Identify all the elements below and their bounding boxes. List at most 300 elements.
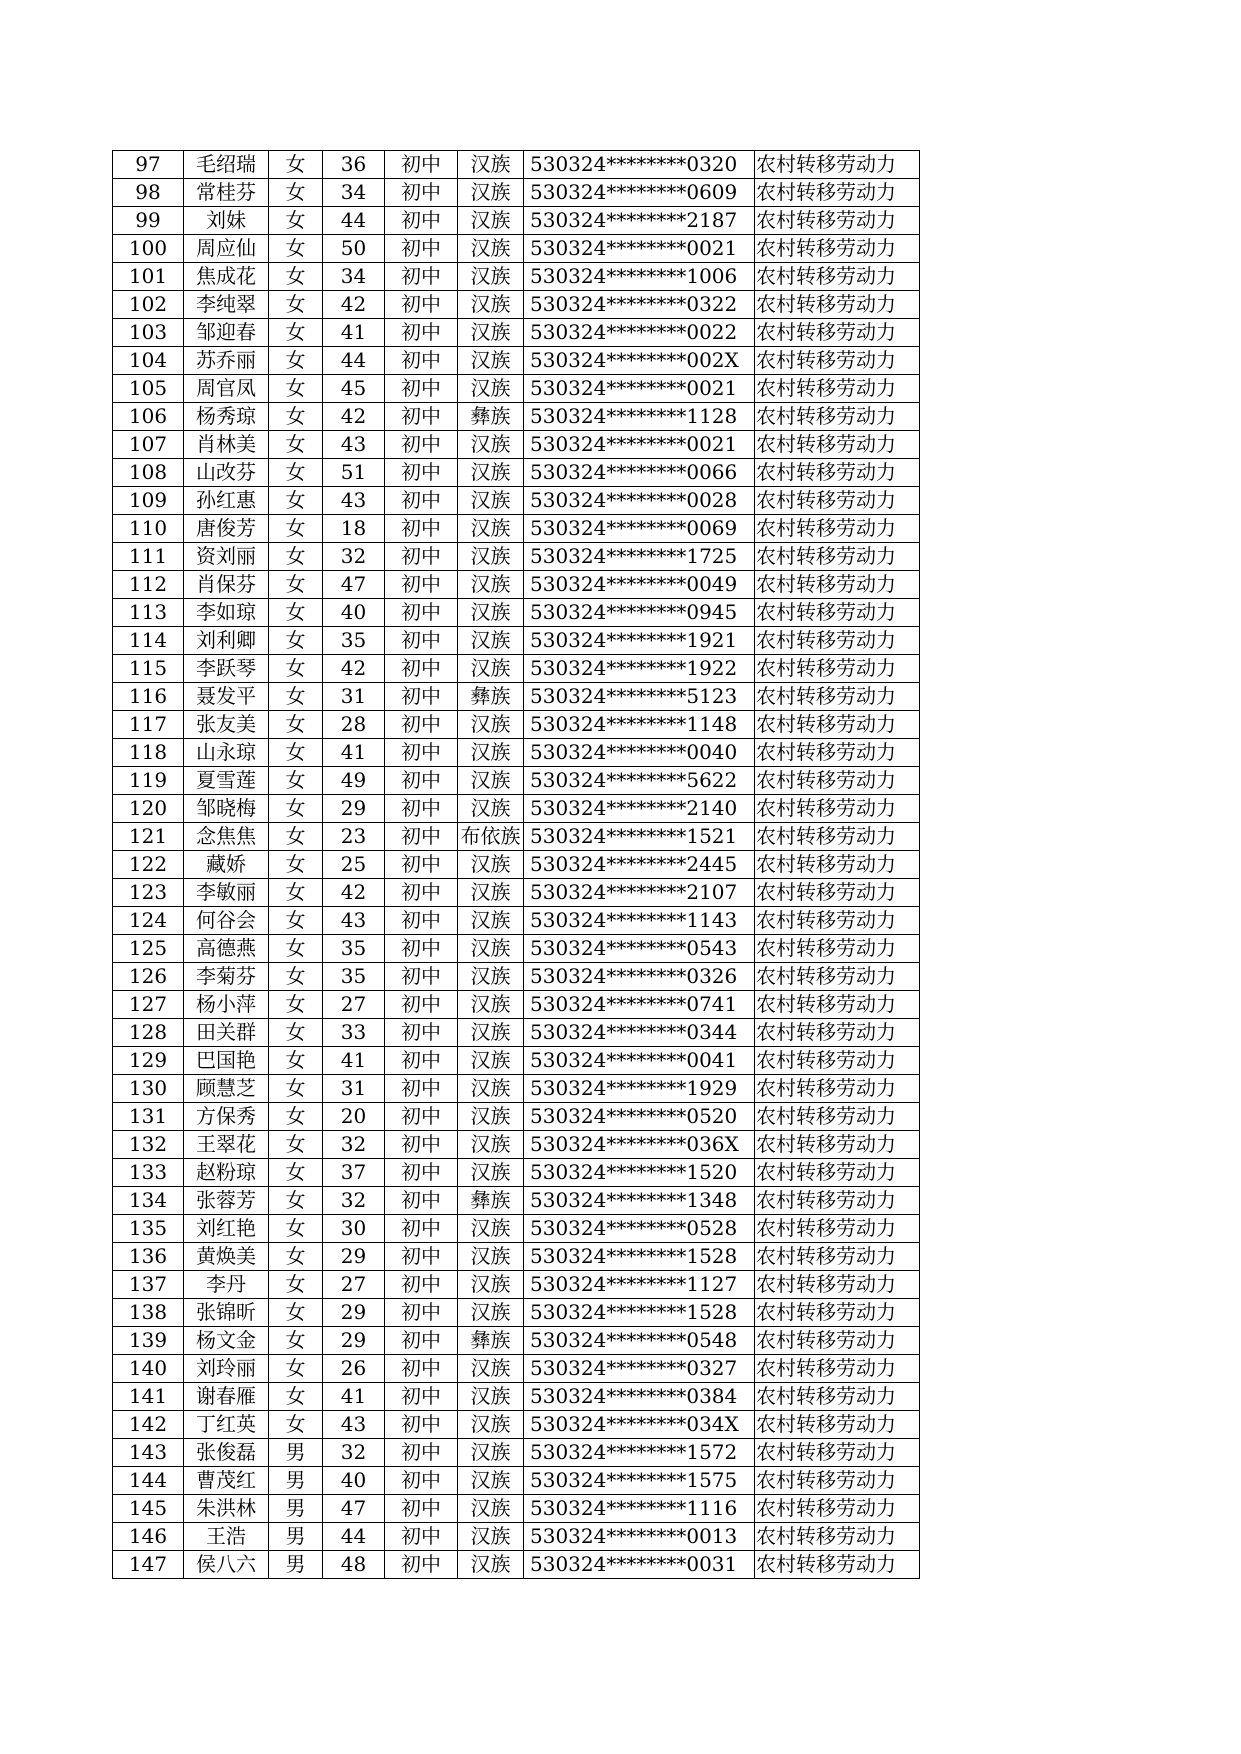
serial-number-cell: 130 [113, 1075, 184, 1103]
ethnicity-cell: 汉族 [458, 963, 524, 991]
age-cell: 34 [323, 263, 385, 291]
gender-cell: 女 [269, 935, 323, 963]
gender-cell: 女 [269, 151, 323, 179]
id-number-cell: 530324********0326 [524, 963, 755, 991]
name-cell: 周应仙 [184, 235, 269, 263]
table-row [113, 1439, 920, 1467]
name-cell: 邹迎春 [184, 319, 269, 347]
gender-cell: 女 [269, 1355, 323, 1383]
id-number-cell: 530324********034X [524, 1411, 755, 1439]
name-cell: 王翠花 [184, 1131, 269, 1159]
age-cell: 44 [323, 207, 385, 235]
gender-cell: 男 [269, 1467, 323, 1495]
table-row [113, 795, 920, 823]
serial-number-cell: 146 [113, 1523, 184, 1551]
name-cell: 李菊芬 [184, 963, 269, 991]
ethnicity-cell: 汉族 [458, 543, 524, 571]
education-cell: 初中 [385, 683, 458, 711]
table-row [113, 571, 920, 599]
category-cell: 农村转移劳动力 [755, 907, 920, 935]
age-cell: 35 [323, 935, 385, 963]
id-number-cell: 530324********0028 [524, 487, 755, 515]
ethnicity-cell: 汉族 [458, 1299, 524, 1327]
age-cell: 32 [323, 1131, 385, 1159]
gender-cell: 男 [269, 1495, 323, 1523]
name-cell: 赵粉琼 [184, 1159, 269, 1187]
ethnicity-cell: 汉族 [458, 767, 524, 795]
age-cell: 42 [323, 879, 385, 907]
ethnicity-cell: 汉族 [458, 711, 524, 739]
gender-cell: 女 [269, 319, 323, 347]
table-row [113, 1159, 920, 1187]
id-number-cell: 530324********0520 [524, 1103, 755, 1131]
name-cell: 杨文金 [184, 1327, 269, 1355]
education-cell: 初中 [385, 1327, 458, 1355]
id-number-cell: 530324********0022 [524, 319, 755, 347]
ethnicity-cell: 汉族 [458, 1467, 524, 1495]
ethnicity-cell: 汉族 [458, 1075, 524, 1103]
ethnicity-cell: 汉族 [458, 1411, 524, 1439]
serial-number-cell: 121 [113, 823, 184, 851]
category-cell: 农村转移劳动力 [755, 711, 920, 739]
category-cell: 农村转移劳动力 [755, 179, 920, 207]
id-number-cell: 530324********0741 [524, 991, 755, 1019]
name-cell: 刘利卿 [184, 627, 269, 655]
id-number-cell: 530324********1128 [524, 403, 755, 431]
category-cell: 农村转移劳动力 [755, 1103, 920, 1131]
gender-cell: 女 [269, 515, 323, 543]
category-cell: 农村转移劳动力 [755, 795, 920, 823]
age-cell: 29 [323, 795, 385, 823]
education-cell: 初中 [385, 571, 458, 599]
table-row [113, 403, 920, 431]
id-number-cell: 530324********1116 [524, 1495, 755, 1523]
name-cell: 孙红惠 [184, 487, 269, 515]
ethnicity-cell: 汉族 [458, 739, 524, 767]
age-cell: 32 [323, 1439, 385, 1467]
gender-cell: 女 [269, 767, 323, 795]
ethnicity-cell: 汉族 [458, 1047, 524, 1075]
name-cell: 聂发平 [184, 683, 269, 711]
category-cell: 农村转移劳动力 [755, 1327, 920, 1355]
category-cell: 农村转移劳动力 [755, 291, 920, 319]
table-row [113, 1355, 920, 1383]
table-row [113, 1103, 920, 1131]
serial-number-cell: 102 [113, 291, 184, 319]
gender-cell: 女 [269, 347, 323, 375]
category-cell: 农村转移劳动力 [755, 1131, 920, 1159]
name-cell: 曹茂红 [184, 1467, 269, 1495]
name-cell: 常桂芬 [184, 179, 269, 207]
age-cell: 33 [323, 1019, 385, 1047]
gender-cell: 女 [269, 1187, 323, 1215]
serial-number-cell: 107 [113, 431, 184, 459]
ethnicity-cell: 汉族 [458, 851, 524, 879]
id-number-cell: 530324********5123 [524, 683, 755, 711]
age-cell: 41 [323, 739, 385, 767]
gender-cell: 男 [269, 1551, 323, 1579]
id-number-cell: 530324********0945 [524, 599, 755, 627]
ethnicity-cell: 汉族 [458, 375, 524, 403]
age-cell: 50 [323, 235, 385, 263]
age-cell: 35 [323, 963, 385, 991]
name-cell: 刘妹 [184, 207, 269, 235]
name-cell: 李丹 [184, 1271, 269, 1299]
gender-cell: 女 [269, 1103, 323, 1131]
education-cell: 初中 [385, 1467, 458, 1495]
table-row [113, 1019, 920, 1047]
table-row [113, 347, 920, 375]
name-cell: 念焦焦 [184, 823, 269, 851]
serial-number-cell: 105 [113, 375, 184, 403]
serial-number-cell: 108 [113, 459, 184, 487]
category-cell: 农村转移劳动力 [755, 151, 920, 179]
ethnicity-cell: 汉族 [458, 487, 524, 515]
ethnicity-cell: 汉族 [458, 1243, 524, 1271]
name-cell: 朱洪林 [184, 1495, 269, 1523]
category-cell: 农村转移劳动力 [755, 935, 920, 963]
education-cell: 初中 [385, 1187, 458, 1215]
name-cell: 山永琼 [184, 739, 269, 767]
category-cell: 农村转移劳动力 [755, 1159, 920, 1187]
age-cell: 40 [323, 1467, 385, 1495]
category-cell: 农村转移劳动力 [755, 683, 920, 711]
education-cell: 初中 [385, 543, 458, 571]
ethnicity-cell: 汉族 [458, 207, 524, 235]
serial-number-cell: 137 [113, 1271, 184, 1299]
ethnicity-cell: 汉族 [458, 1439, 524, 1467]
serial-number-cell: 99 [113, 207, 184, 235]
age-cell: 40 [323, 599, 385, 627]
ethnicity-cell: 汉族 [458, 431, 524, 459]
education-cell: 初中 [385, 1355, 458, 1383]
education-cell: 初中 [385, 1439, 458, 1467]
name-cell: 何谷会 [184, 907, 269, 935]
ethnicity-cell: 汉族 [458, 1131, 524, 1159]
gender-cell: 女 [269, 1243, 323, 1271]
table-row [113, 739, 920, 767]
education-cell: 初中 [385, 235, 458, 263]
ethnicity-cell: 彝族 [458, 683, 524, 711]
table-row [113, 1411, 920, 1439]
education-cell: 初中 [385, 907, 458, 935]
education-cell: 初中 [385, 1131, 458, 1159]
id-number-cell: 530324********0066 [524, 459, 755, 487]
name-cell: 杨小萍 [184, 991, 269, 1019]
serial-number-cell: 123 [113, 879, 184, 907]
gender-cell: 女 [269, 459, 323, 487]
category-cell: 农村转移劳动力 [755, 515, 920, 543]
ethnicity-cell: 彝族 [458, 403, 524, 431]
education-cell: 初中 [385, 1103, 458, 1131]
table-body [113, 151, 920, 1579]
ethnicity-cell: 汉族 [458, 1495, 524, 1523]
education-cell: 初中 [385, 375, 458, 403]
ethnicity-cell: 汉族 [458, 263, 524, 291]
table-row [113, 907, 920, 935]
category-cell: 农村转移劳动力 [755, 879, 920, 907]
education-cell: 初中 [385, 1271, 458, 1299]
ethnicity-cell: 汉族 [458, 1271, 524, 1299]
ethnicity-cell: 汉族 [458, 319, 524, 347]
gender-cell: 女 [269, 543, 323, 571]
age-cell: 29 [323, 1299, 385, 1327]
id-number-cell: 530324********1921 [524, 627, 755, 655]
serial-number-cell: 120 [113, 795, 184, 823]
category-cell: 农村转移劳动力 [755, 1523, 920, 1551]
table-row [113, 963, 920, 991]
age-cell: 42 [323, 403, 385, 431]
ethnicity-cell: 汉族 [458, 235, 524, 263]
age-cell: 25 [323, 851, 385, 879]
id-number-cell: 530324********2187 [524, 207, 755, 235]
gender-cell: 男 [269, 1523, 323, 1551]
age-cell: 47 [323, 571, 385, 599]
ethnicity-cell: 汉族 [458, 571, 524, 599]
age-cell: 44 [323, 1523, 385, 1551]
ethnicity-cell: 汉族 [458, 1215, 524, 1243]
id-number-cell: 530324********0041 [524, 1047, 755, 1075]
ethnicity-cell: 汉族 [458, 1355, 524, 1383]
name-cell: 李跃琴 [184, 655, 269, 683]
id-number-cell: 530324********2107 [524, 879, 755, 907]
education-cell: 初中 [385, 459, 458, 487]
gender-cell: 女 [269, 1159, 323, 1187]
category-cell: 农村转移劳动力 [755, 739, 920, 767]
table-row [113, 1215, 920, 1243]
education-cell: 初中 [385, 935, 458, 963]
table-row [113, 1243, 920, 1271]
table-row [113, 235, 920, 263]
name-cell: 巴国艳 [184, 1047, 269, 1075]
education-cell: 初中 [385, 207, 458, 235]
ethnicity-cell: 汉族 [458, 1383, 524, 1411]
serial-number-cell: 125 [113, 935, 184, 963]
age-cell: 43 [323, 1411, 385, 1439]
name-cell: 周官凤 [184, 375, 269, 403]
category-cell: 农村转移劳动力 [755, 1243, 920, 1271]
serial-number-cell: 114 [113, 627, 184, 655]
serial-number-cell: 138 [113, 1299, 184, 1327]
gender-cell: 女 [269, 207, 323, 235]
serial-number-cell: 111 [113, 543, 184, 571]
name-cell: 唐俊芳 [184, 515, 269, 543]
name-cell: 资刘丽 [184, 543, 269, 571]
age-cell: 45 [323, 375, 385, 403]
table-row [113, 1187, 920, 1215]
id-number-cell: 530324********0327 [524, 1355, 755, 1383]
gender-cell: 女 [269, 1383, 323, 1411]
serial-number-cell: 126 [113, 963, 184, 991]
name-cell: 焦成花 [184, 263, 269, 291]
gender-cell: 女 [269, 179, 323, 207]
table-row [113, 851, 920, 879]
category-cell: 农村转移劳动力 [755, 1075, 920, 1103]
id-number-cell: 530324********1127 [524, 1271, 755, 1299]
id-number-cell: 530324********0021 [524, 431, 755, 459]
category-cell: 农村转移劳动力 [755, 207, 920, 235]
table-row [113, 207, 920, 235]
category-cell: 农村转移劳动力 [755, 319, 920, 347]
ethnicity-cell: 汉族 [458, 599, 524, 627]
serial-number-cell: 131 [113, 1103, 184, 1131]
serial-number-cell: 112 [113, 571, 184, 599]
table-row [113, 459, 920, 487]
id-number-cell: 530324********0031 [524, 1551, 755, 1579]
table-row [113, 375, 920, 403]
ethnicity-cell: 彝族 [458, 1327, 524, 1355]
category-cell: 农村转移劳动力 [755, 263, 920, 291]
category-cell: 农村转移劳动力 [755, 1215, 920, 1243]
category-cell: 农村转移劳动力 [755, 543, 920, 571]
table-row [113, 515, 920, 543]
category-cell: 农村转移劳动力 [755, 851, 920, 879]
serial-number-cell: 144 [113, 1467, 184, 1495]
table-row [113, 655, 920, 683]
education-cell: 初中 [385, 599, 458, 627]
table-row [113, 683, 920, 711]
category-cell: 农村转移劳动力 [755, 1047, 920, 1075]
education-cell: 初中 [385, 403, 458, 431]
id-number-cell: 530324********0049 [524, 571, 755, 599]
table-row [113, 151, 920, 179]
id-number-cell: 530324********0344 [524, 1019, 755, 1047]
age-cell: 44 [323, 347, 385, 375]
table-row [113, 599, 920, 627]
ethnicity-cell: 汉族 [458, 991, 524, 1019]
name-cell: 方保秀 [184, 1103, 269, 1131]
serial-number-cell: 143 [113, 1439, 184, 1467]
category-cell: 农村转移劳动力 [755, 627, 920, 655]
age-cell: 37 [323, 1159, 385, 1187]
table-row [113, 1495, 920, 1523]
id-number-cell: 530324********5622 [524, 767, 755, 795]
id-number-cell: 530324********1528 [524, 1299, 755, 1327]
id-number-cell: 530324********0322 [524, 291, 755, 319]
name-cell: 苏乔丽 [184, 347, 269, 375]
table-row [113, 1523, 920, 1551]
age-cell: 43 [323, 431, 385, 459]
age-cell: 29 [323, 1243, 385, 1271]
ethnicity-cell: 汉族 [458, 459, 524, 487]
gender-cell: 女 [269, 487, 323, 515]
age-cell: 36 [323, 151, 385, 179]
age-cell: 27 [323, 991, 385, 1019]
table-row [113, 1383, 920, 1411]
table-row [113, 627, 920, 655]
age-cell: 27 [323, 1271, 385, 1299]
serial-number-cell: 135 [113, 1215, 184, 1243]
table-row [113, 1327, 920, 1355]
education-cell: 初中 [385, 291, 458, 319]
name-cell: 张锦昕 [184, 1299, 269, 1327]
id-number-cell: 530324********1922 [524, 655, 755, 683]
name-cell: 黄焕美 [184, 1243, 269, 1271]
id-number-cell: 530324********0609 [524, 179, 755, 207]
id-number-cell: 530324********0013 [524, 1523, 755, 1551]
education-cell: 初中 [385, 1523, 458, 1551]
name-cell: 谢春雁 [184, 1383, 269, 1411]
id-number-cell: 530324********1006 [524, 263, 755, 291]
category-cell: 农村转移劳动力 [755, 1383, 920, 1411]
age-cell: 41 [323, 1383, 385, 1411]
table-row [113, 1075, 920, 1103]
serial-number-cell: 110 [113, 515, 184, 543]
name-cell: 侯八六 [184, 1551, 269, 1579]
age-cell: 43 [323, 907, 385, 935]
id-number-cell: 530324********0021 [524, 375, 755, 403]
age-cell: 31 [323, 1075, 385, 1103]
category-cell: 农村转移劳动力 [755, 403, 920, 431]
age-cell: 18 [323, 515, 385, 543]
education-cell: 初中 [385, 1075, 458, 1103]
serial-number-cell: 106 [113, 403, 184, 431]
age-cell: 41 [323, 1047, 385, 1075]
category-cell: 农村转移劳动力 [755, 431, 920, 459]
table-row [113, 487, 920, 515]
gender-cell: 女 [269, 1131, 323, 1159]
age-cell: 29 [323, 1327, 385, 1355]
id-number-cell: 530324********1528 [524, 1243, 755, 1271]
name-cell: 张俊磊 [184, 1439, 269, 1467]
serial-number-cell: 97 [113, 151, 184, 179]
ethnicity-cell: 汉族 [458, 291, 524, 319]
education-cell: 初中 [385, 1299, 458, 1327]
id-number-cell: 530324********0069 [524, 515, 755, 543]
id-number-cell: 530324********1521 [524, 823, 755, 851]
name-cell: 邹晓梅 [184, 795, 269, 823]
category-cell: 农村转移劳动力 [755, 1271, 920, 1299]
age-cell: 42 [323, 655, 385, 683]
id-number-cell: 530324********0384 [524, 1383, 755, 1411]
gender-cell: 女 [269, 235, 323, 263]
ethnicity-cell: 汉族 [458, 655, 524, 683]
id-number-cell: 530324********1348 [524, 1187, 755, 1215]
id-number-cell: 530324********0320 [524, 151, 755, 179]
education-cell: 初中 [385, 263, 458, 291]
gender-cell: 女 [269, 1327, 323, 1355]
education-cell: 初中 [385, 767, 458, 795]
name-cell: 杨秀琼 [184, 403, 269, 431]
name-cell: 张友美 [184, 711, 269, 739]
gender-cell: 女 [269, 851, 323, 879]
education-cell: 初中 [385, 151, 458, 179]
table-row [113, 1047, 920, 1075]
name-cell: 藏娇 [184, 851, 269, 879]
ethnicity-cell: 汉族 [458, 1019, 524, 1047]
serial-number-cell: 98 [113, 179, 184, 207]
category-cell: 农村转移劳动力 [755, 1467, 920, 1495]
table-row [113, 543, 920, 571]
age-cell: 48 [323, 1551, 385, 1579]
table-row [113, 291, 920, 319]
serial-number-cell: 118 [113, 739, 184, 767]
category-cell: 农村转移劳动力 [755, 235, 920, 263]
id-number-cell: 530324********1572 [524, 1439, 755, 1467]
category-cell: 农村转移劳动力 [755, 991, 920, 1019]
gender-cell: 男 [269, 1439, 323, 1467]
name-cell: 肖保芬 [184, 571, 269, 599]
name-cell: 刘红艳 [184, 1215, 269, 1243]
age-cell: 34 [323, 179, 385, 207]
age-cell: 41 [323, 319, 385, 347]
id-number-cell: 530324********0543 [524, 935, 755, 963]
gender-cell: 女 [269, 599, 323, 627]
id-number-cell: 530324********0040 [524, 739, 755, 767]
serial-number-cell: 139 [113, 1327, 184, 1355]
education-cell: 初中 [385, 1411, 458, 1439]
id-number-cell: 530324********1725 [524, 543, 755, 571]
